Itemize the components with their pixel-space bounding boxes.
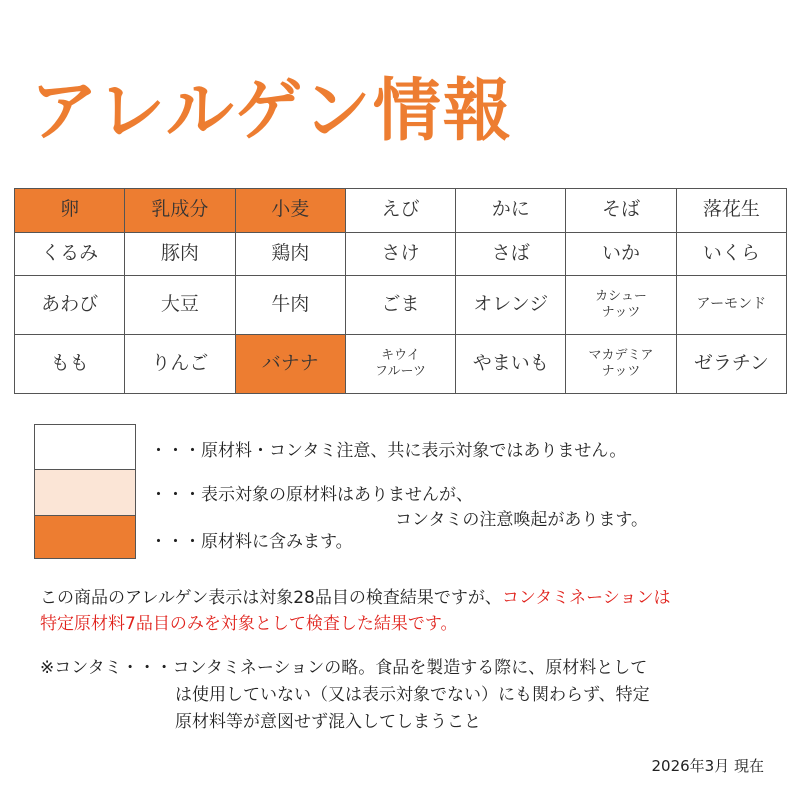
allergen-cell: 鶏肉 (235, 232, 345, 276)
as-of-date: 2026年3月 現在 (651, 757, 764, 775)
note-red-text-2: 特定原材料7品目のみを対象として検査した結果です。 (40, 614, 458, 634)
legend-peach-text-2: コンタミの注意喚起があります。 (395, 510, 648, 530)
allergen-cell: 大豆 (125, 276, 235, 335)
inspection-note (40, 585, 671, 637)
allergen-cell: カシュー ナッツ (566, 276, 676, 335)
note-text: この商品のアレルゲン表示は対象28品目の検査結果ですが、 (40, 588, 502, 608)
legend-peach-text-1: ・・・表示対象の原材料はありませんが、 (150, 485, 473, 505)
allergen-cell: えび (345, 189, 455, 233)
allergen-cell: バナナ (235, 335, 345, 394)
allergen-row (15, 276, 787, 335)
allergen-cell: キウイ フルーツ (345, 335, 455, 394)
legend-swatch-orange (34, 515, 136, 559)
allergen-cell: もも (15, 335, 125, 394)
legend-orange-text: ・・・原材料に含みます。 (150, 532, 353, 552)
allergen-cell: さば (456, 232, 566, 276)
allergen-cell: 卵 (15, 189, 125, 233)
allergen-cell: 落花生 (676, 189, 786, 233)
legend-white-text: ・・・原材料・コンタミ注意、共に表示対象ではありません。 (150, 441, 627, 461)
allergen-cell: あわび (15, 276, 125, 335)
allergen-cell: マカデミア ナッツ (566, 335, 676, 394)
allergen-cell: いくら (676, 232, 786, 276)
contam-line-1: ※コンタミ・・・コンタミネーションの略。食品を製造する際に、原材料として (40, 658, 648, 678)
allergen-cell: ごま (345, 276, 455, 335)
allergen-cell: くるみ (15, 232, 125, 276)
allergen-cell: オレンジ (456, 276, 566, 335)
contam-line-3: 原材料等が意図せず混入してしまうこと (175, 712, 481, 732)
allergen-cell: 牛肉 (235, 276, 345, 335)
allergen-row (15, 335, 787, 394)
allergen-cell: アーモンド (676, 276, 786, 335)
allergen-table (14, 188, 787, 394)
allergen-row (15, 189, 787, 233)
note-red-text-1: コンタミネーションは (501, 588, 671, 608)
allergen-cell: かに (456, 189, 566, 233)
allergen-row (15, 232, 787, 276)
contam-line-2: は使用していない（又は表示対象でない）にも関わらず、特定 (175, 685, 650, 705)
allergen-cell: りんご (125, 335, 235, 394)
allergen-cell: さけ (345, 232, 455, 276)
allergen-cell: やまいも (456, 335, 566, 394)
legend-swatch-white (34, 424, 136, 470)
allergen-cell: 乳成分 (125, 189, 235, 233)
allergen-cell: 豚肉 (125, 232, 235, 276)
allergen-cell: ゼラチン (676, 335, 786, 394)
page-title: アレルゲン情報 (30, 72, 513, 151)
legend-swatch-peach (34, 469, 136, 516)
allergen-cell: そば (566, 189, 676, 233)
contamination-definition (40, 655, 650, 736)
allergen-cell: いか (566, 232, 676, 276)
allergen-cell: 小麦 (235, 189, 345, 233)
